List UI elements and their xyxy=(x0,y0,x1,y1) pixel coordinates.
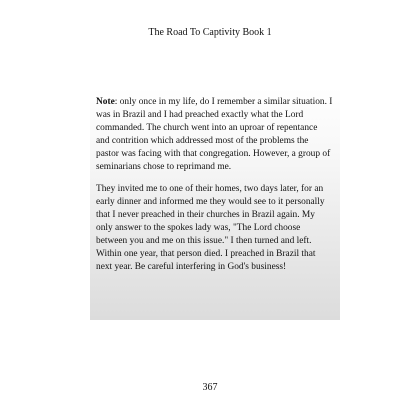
text-line: commanded. The church went into an uproar of repentance xyxy=(96,123,318,133)
note-label: Note xyxy=(96,97,115,107)
page-number: 367 xyxy=(202,382,218,393)
text-line: pastor was facing with that congregation. However, a group of xyxy=(96,149,331,159)
text-line: was in Brazil and I had preached exactly what the Lord xyxy=(96,110,304,120)
text-line: that I never preached in their churches in Brazil again. My xyxy=(96,210,315,220)
text-line: only answer to the spokes lady was, "The Lord choose xyxy=(96,223,301,233)
text-line-content: : only once in my life, do I remember a similar situation. I xyxy=(114,97,333,107)
note-callout-box xyxy=(90,88,340,320)
text-line: early dinner and informed me they would see to it personally xyxy=(96,197,325,207)
book-title-header: The Road To Captivity Book 1 xyxy=(148,27,272,38)
note-paragraph xyxy=(96,96,336,174)
text-line: next year. Be careful interfering in God's business! xyxy=(96,262,287,272)
text-line: They invited me to one of their homes, two days later, for an xyxy=(96,184,324,194)
story-paragraph xyxy=(96,183,336,274)
text-line xyxy=(96,96,336,109)
text-line: Within one year, that person died. I preached in Brazil that xyxy=(96,249,316,259)
text-line: and contrition which addressed most of the problems the xyxy=(96,136,309,146)
text-line: between you and me on this issue." I then turned and left. xyxy=(96,236,312,246)
text-line: seminarians chose to reprimand me. xyxy=(96,162,232,172)
